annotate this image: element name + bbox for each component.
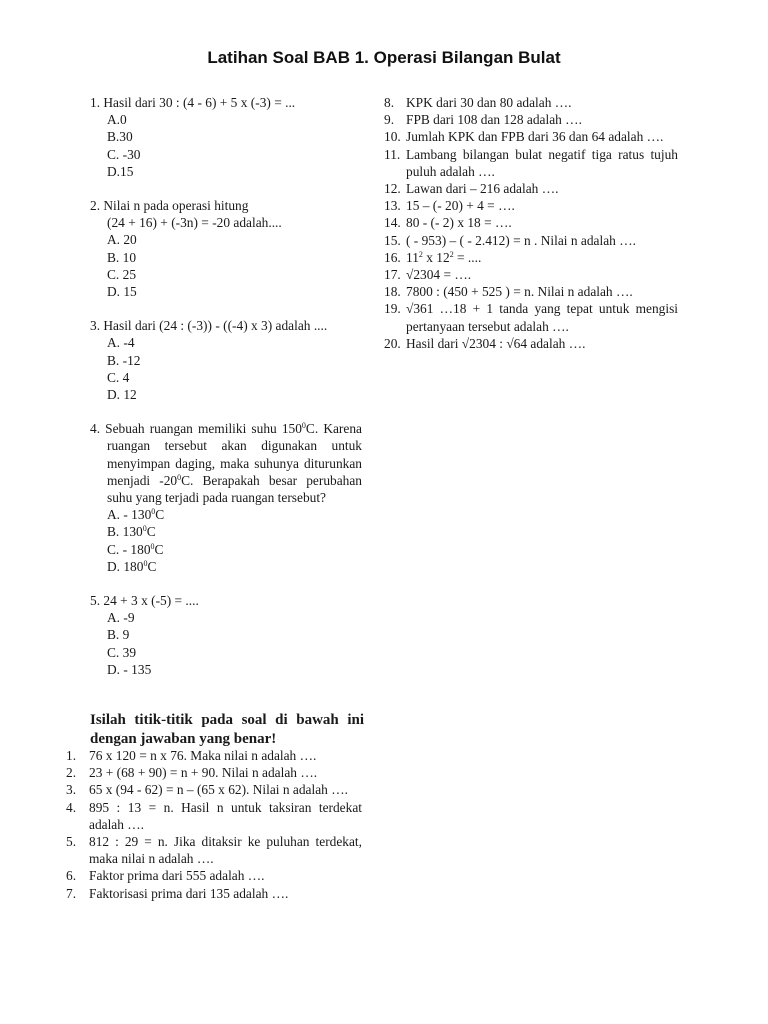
option-b: B.30	[107, 129, 133, 145]
option-d: D. 12	[107, 387, 137, 403]
list-item: 4. 895 : 13 = n. Hasil n untuk taksiran terdekat adalah ….	[66, 799, 362, 832]
question-text-line-2: (24 + 16) + (-3n) = -20 adalah....	[107, 215, 282, 231]
list-item: 13. 15 – (- 20) + 4 = ….	[384, 198, 515, 214]
option-d: D. 15	[107, 284, 137, 300]
option-b: B. $130^0C$	[107, 524, 156, 540]
list-item: 5. 812 : 29 = n. Jika ditaksir ke puluhan terdekat, maka nilai n adalah ….	[66, 834, 362, 867]
option-a: A.0	[107, 112, 127, 128]
question-2	[90, 197, 362, 300]
option-a: A. -9	[107, 610, 135, 626]
option-a: A. 20	[107, 232, 137, 248]
list-item: 10. Jumlah KPK dan FPB dari 36 dan 64 adalah ….	[384, 129, 664, 145]
option-c: C. 25	[107, 266, 137, 282]
section-instruction: Isilah titik-titik pada soal di bawah ini dengan jawaban yang benar!	[90, 712, 364, 747]
question-4	[90, 420, 362, 575]
question-text: 5. 24 + 3 x (-5) = ....	[90, 593, 199, 609]
question-text: 1. Hasil dari 30 : (4 - 6) + 5 x (-3) = ...	[90, 95, 296, 110]
list-item: 1. 76 x 120 = n x 76. Maka nilai n adalah ….	[66, 748, 317, 763]
option-c: C. - $180^0C$	[107, 541, 164, 557]
list-item: 14. 80 - (- 2) x 18 = ….	[384, 215, 512, 231]
list-item: 3. 65 x (94 - 62) = n – (65 x 62). Nilai n adalah ….	[66, 782, 348, 798]
list-item: 11. Lambang bilangan bulat negatif tiga ratus tujuh puluh adalah ….	[384, 146, 678, 179]
option-b: B. 10	[107, 249, 137, 265]
multiple-choice-section	[90, 94, 362, 695]
question-text: 4. Sebuah ruangan memiliki suhu $150^0C$. Karena ruangan tersebut akan digunakan untuk menyimpan daging, maka suhunya diturunkan menjadi $-20^0C$. Berapakah besar perubahan suhu yang terjadi pada ruangan tersebut?	[90, 421, 362, 506]
list-item: 9. FPB dari 108 dan 128 adalah ….	[384, 112, 582, 128]
list-item: 16. $11^2$ x $12^2$ = ....	[384, 249, 482, 265]
option-a: A. -4	[107, 335, 135, 351]
fill-in-list-continued	[384, 94, 678, 352]
question-text: 2. Nilai n pada operasi hitung	[90, 198, 249, 214]
option-d: D. $180^0C$	[107, 558, 157, 574]
question-5	[90, 592, 362, 678]
list-item: 18. 7800 : (450 + 525 ) = n. Nilai n adalah ….	[384, 284, 633, 300]
page-title: Latihan Soal BAB 1. Operasi Bilangan Bulat	[207, 48, 561, 67]
option-b: B. -12	[107, 352, 141, 368]
fill-in-list	[66, 747, 362, 902]
option-d: D.15	[107, 163, 134, 179]
list-item: 6. Faktor prima dari 555 adalah ….	[66, 868, 265, 884]
option-c: C. 4	[107, 369, 130, 385]
list-item: 19. √361 …18 + 1 tanda yang tepat untuk mengisi pertanyaan tersebut adalah ….	[384, 301, 678, 334]
option-d: D. - 135	[107, 661, 152, 677]
list-item: 8. KPK dari 30 dan 80 adalah ….	[384, 95, 572, 110]
option-a: A. - $130^0C$	[107, 507, 165, 523]
list-item: 7. Faktorisasi prima dari 135 adalah ….	[66, 885, 289, 901]
list-item: 17. √2304 = ….	[384, 267, 472, 283]
option-b: B. 9	[107, 627, 130, 643]
question-text: 3. Hasil dari (24 : (-3)) - ((-4) x 3) adalah ....	[90, 318, 328, 334]
list-item: 15. ( - 953) – ( - 2.412) = n . Nilai n adalah ….	[384, 232, 636, 248]
option-c: C. 39	[107, 644, 137, 660]
list-item: 2. 23 + (68 + 90) = n + 90. Nilai n adalah ….	[66, 765, 318, 781]
list-item: 20. Hasil dari √2304 : √64 adalah ….	[384, 335, 586, 351]
question-1	[90, 94, 362, 180]
question-3	[90, 317, 362, 403]
list-item: 12. Lawan dari – 216 adalah ….	[384, 181, 559, 197]
option-c: C. -30	[107, 146, 141, 162]
